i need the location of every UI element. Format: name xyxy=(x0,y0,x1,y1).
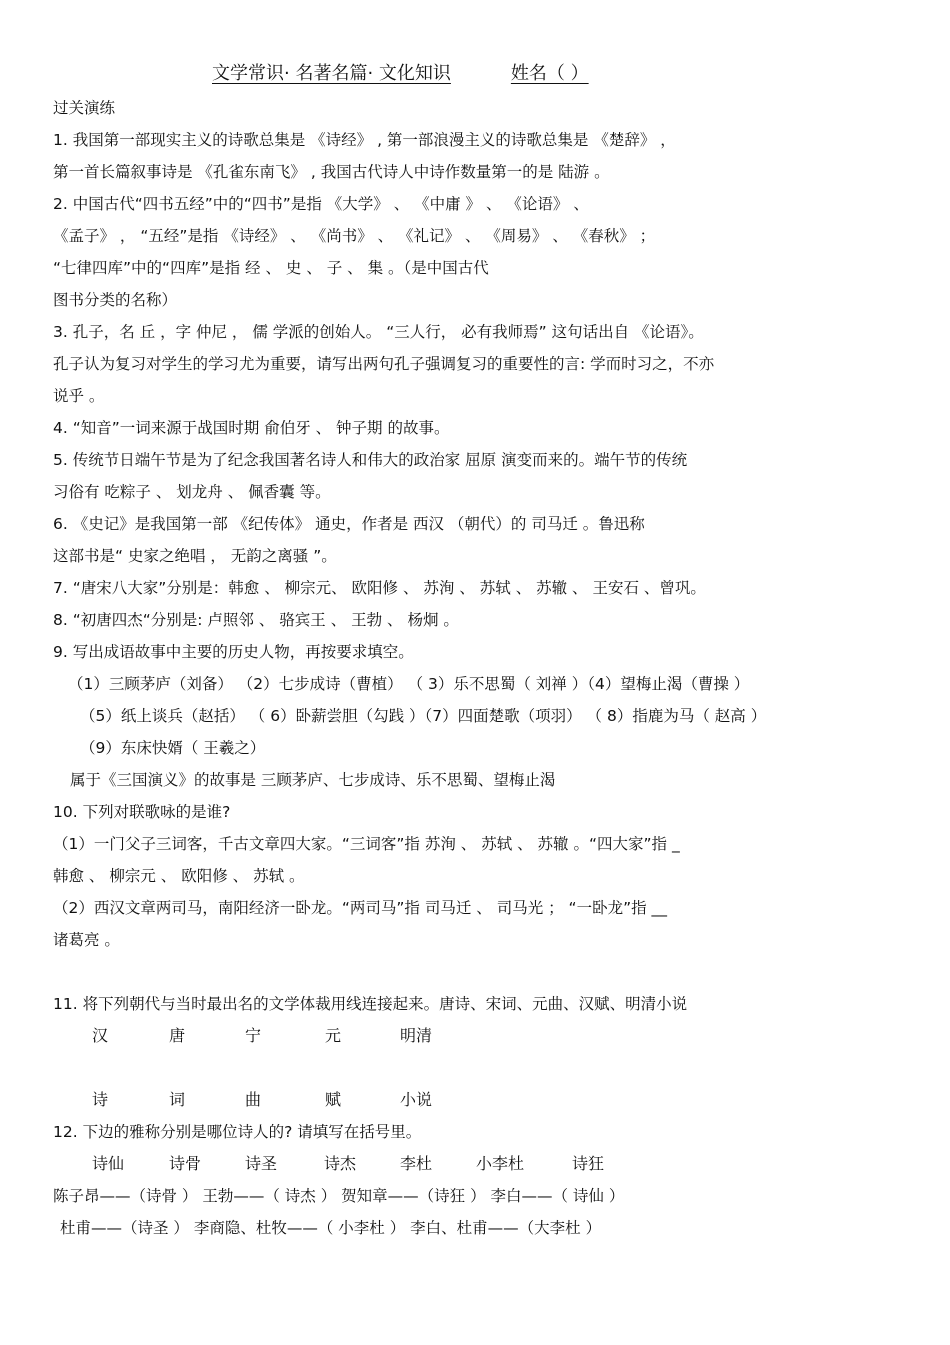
nickname-1: 诗仙 xyxy=(92,1154,125,1173)
dynasty-song: 宁 xyxy=(245,1026,262,1045)
dynasty-tang: 唐 xyxy=(169,1026,186,1045)
question-line: 陈子昂——（诗骨 ） 王勃——（ 诗杰 ） 贺知章——（诗狂 ） 李白——（ 诗仙 ） xyxy=(53,1187,625,1205)
question-line: 4. “知音”一词来源于战国时期 俞伯牙 、 钟子期 的故事。 xyxy=(53,419,450,437)
question-line: 2. 中国古代“四书五经”中的“四书”是指 《大学》 、 《中庸 》 、 《论语》 、 xyxy=(53,195,589,213)
page-title xyxy=(212,62,589,86)
nickname-2: 诗骨 xyxy=(169,1154,202,1173)
question-line: 《孟子》 ， “五经”是指 《诗经》 、 《尚书》 、 《礼记》 、 《周易》 、 《春秋》 ； xyxy=(53,227,656,245)
question-line: 第一首长篇叙事诗是 《孔雀东南飞》 , 我国古代诗人中诗作数量第一的是 陆游 。 xyxy=(53,163,610,181)
dynasty-yuan: 元 xyxy=(325,1026,342,1045)
question-line: 11. 将下列朝代与当时最出名的文学体裁用线连接起来。唐诗、宋词、元曲、汉赋、明清小说 xyxy=(53,995,688,1013)
question-line: 这部书是“ 史家之绝唱 ， 无韵之离骚 ”。 xyxy=(53,547,337,565)
nickname-5: 李杜 xyxy=(400,1154,433,1173)
question-line: 12. 下边的雅称分别是哪位诗人的? 请填写在括号里。 xyxy=(53,1123,422,1141)
question-line: 属于《三国演义》的故事是 三顾茅庐、七步成诗、乐不思蜀、望梅止渴 xyxy=(70,771,556,789)
question-line: （2）西汉文章两司马，南阳经济一卧龙。“两司马”指 司马迁 、 司马光 ； “一卧龙”指 __ xyxy=(53,899,668,917)
question-line: 习俗有 吃粽子 、 划龙舟 、 佩香囊 等。 xyxy=(53,483,331,501)
question-line: （1）三顾茅庐（刘备） （2）七步成诗（曹植） （ 3）乐不思蜀（ 刘禅 ）（4）望梅止渴（曹操 ） xyxy=(68,675,750,693)
genre-ci: 词 xyxy=(169,1090,186,1109)
section-heading: 过关演练 xyxy=(53,99,116,117)
question-line: 3. 孔子，名 丘 ，字 仲尼 ， 儒 学派的创始人。 “三人行， 必有我师焉” 这句话出自 《论语》。 xyxy=(53,323,704,341)
genre-xiaoshuo: 小说 xyxy=(400,1090,433,1109)
question-line: （5）纸上谈兵（赵括） （ 6）卧薪尝胆（勾践 ）（7）四面楚歌（项羽） （ 8）指鹿为马（ 赵高 ） xyxy=(80,707,767,725)
question-line: （1）一门父子三词客，千古文章四大家。“三词客”指 苏洵 、 苏轼 、 苏辙 。“四大家”指 _ xyxy=(53,835,680,853)
question-line: 7. “唐宋八大家”分别是：韩愈 、 柳宗元、 欧阳修 、 苏洵 、 苏轼 、 苏辙 、 王安石 、曾巩。 xyxy=(53,579,706,597)
question-line: 诸葛亮 。 xyxy=(53,931,120,949)
question-line: 孔子认为复习对学生的学习尤为重要，请写出两句孔子强调复习的重要性的言: 学而时习之，不亦 xyxy=(53,355,715,373)
nickname-4: 诗杰 xyxy=(324,1154,357,1173)
question-line: 杜甫——（诗圣 ） 李商隐、杜牧——（ 小李杜 ） 李白、杜甫——（大李杜 ） xyxy=(60,1219,602,1237)
dynasty-han: 汉 xyxy=(92,1026,109,1045)
dynasty-mingqing: 明清 xyxy=(400,1026,433,1045)
question-line: 说乎 。 xyxy=(53,387,105,405)
question-line: （9）东床快婿（ 王羲之） xyxy=(80,739,266,757)
question-line: 6. 《史记》是我国第一部 《纪传体》 通史，作者是 西汉 （朝代）的 司马迁 。鲁迅称 xyxy=(53,515,645,533)
question-line: 10. 下列对联歌咏的是谁? xyxy=(53,803,231,821)
question-line: 图书分类的名称） xyxy=(53,291,178,309)
nickname-6: 小李杜 xyxy=(476,1154,525,1173)
nickname-3: 诗圣 xyxy=(245,1154,278,1173)
question-line: 8. “初唐四杰“分别是: 卢照邻 、 骆宾王 、 王勃 、 杨炯 。 xyxy=(53,611,459,629)
question-line: “七律四库”中的“四库”是指 经 、 史 、 子 、 集 。（是中国古代 xyxy=(53,259,489,277)
genre-qu: 曲 xyxy=(245,1090,262,1109)
question-line: 韩愈 、 柳宗元 、 欧阳修 、 苏轼 。 xyxy=(53,867,305,885)
question-line: 5. 传统节日端午节是为了纪念我国著名诗人和伟大的政治家 屈原 演变而来的。端午节的传统 xyxy=(53,451,688,469)
nickname-7: 诗狂 xyxy=(572,1154,605,1173)
question-line: 1. 我国第一部现实主义的诗歌总集是 《诗经》 , 第一部浪漫主义的诗歌总集是 《楚辞》 ， xyxy=(53,131,676,149)
title-text: 文学常识· 名著名篇· 文化知识 xyxy=(212,63,451,84)
question-line: 9. 写出成语故事中主要的历史人物，再按要求填空。 xyxy=(53,643,414,661)
name-field-label: 姓名（ ） xyxy=(510,63,589,84)
genre-fu: 赋 xyxy=(325,1090,342,1109)
genre-shi: 诗 xyxy=(92,1090,109,1109)
